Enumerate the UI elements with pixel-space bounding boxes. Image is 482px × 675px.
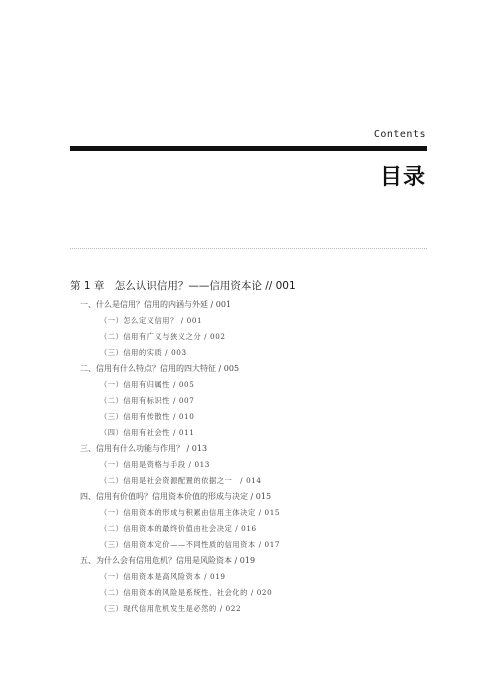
toc-item[interactable]: （一）信用资本是高风险资本 / 019 — [100, 572, 226, 581]
contents-chinese-title: 目录 — [379, 165, 426, 190]
toc-item[interactable]: （一）信用有归属性 / 005 — [100, 380, 195, 389]
toc-item[interactable]: （二）信用资本的风险是系统性、社会化的 / 020 — [100, 588, 273, 597]
header-rule — [70, 146, 427, 151]
toc-item[interactable]: （二）信用有广义与狭义之分 / 002 — [100, 332, 226, 341]
contents-english-title: Contents — [373, 129, 426, 140]
toc-item[interactable]: （一）怎么定义信用？ / 001 — [100, 316, 203, 325]
table-of-contents — [70, 278, 430, 617]
toc-item[interactable]: （一）信用是资格与手段 / 013 — [100, 460, 210, 469]
toc-section[interactable]: 一、什么是信用？信用的内涵与外延 / 001 — [80, 300, 232, 309]
toc-section[interactable]: 三、信用有什么功能与作用？ / 013 — [80, 444, 208, 453]
toc-item[interactable]: （三）信用的实质 / 003 — [100, 348, 187, 357]
toc-item[interactable]: （三）信用资本定价——不同性质的信用资本 / 017 — [100, 540, 281, 549]
toc-section[interactable]: 四、信用有价值吗？信用资本价值的形成与决定 / 015 — [80, 492, 272, 501]
toc-section[interactable]: 五、为什么会有信用危机？信用是风险资本 / 019 — [80, 556, 256, 565]
toc-item[interactable]: （三）信用有传散性 / 010 — [100, 412, 195, 421]
toc-section[interactable]: 二、信用有什么特点？信用的四大特征 / 005 — [80, 364, 240, 373]
dotted-divider — [70, 248, 427, 249]
toc-item[interactable]: （三）现代信用危机发生是必然的 / 022 — [100, 604, 242, 613]
chapter-heading[interactable]: 第 1 章 怎么认识信用？——信用资本论 // 001 — [70, 280, 296, 292]
toc-item[interactable]: （一）信用资本的形成与积累由信用主体决定 / 015 — [100, 508, 281, 517]
toc-item[interactable]: （二）信用资本的最终价值由社会决定 / 016 — [100, 524, 257, 533]
toc-item[interactable]: （四）信用有社会性 / 011 — [100, 428, 195, 437]
toc-item[interactable]: （二）信用是社会资源配置的依据之一 / 014 — [100, 476, 262, 485]
toc-item[interactable]: （二）信用有标识性 / 007 — [100, 396, 195, 405]
